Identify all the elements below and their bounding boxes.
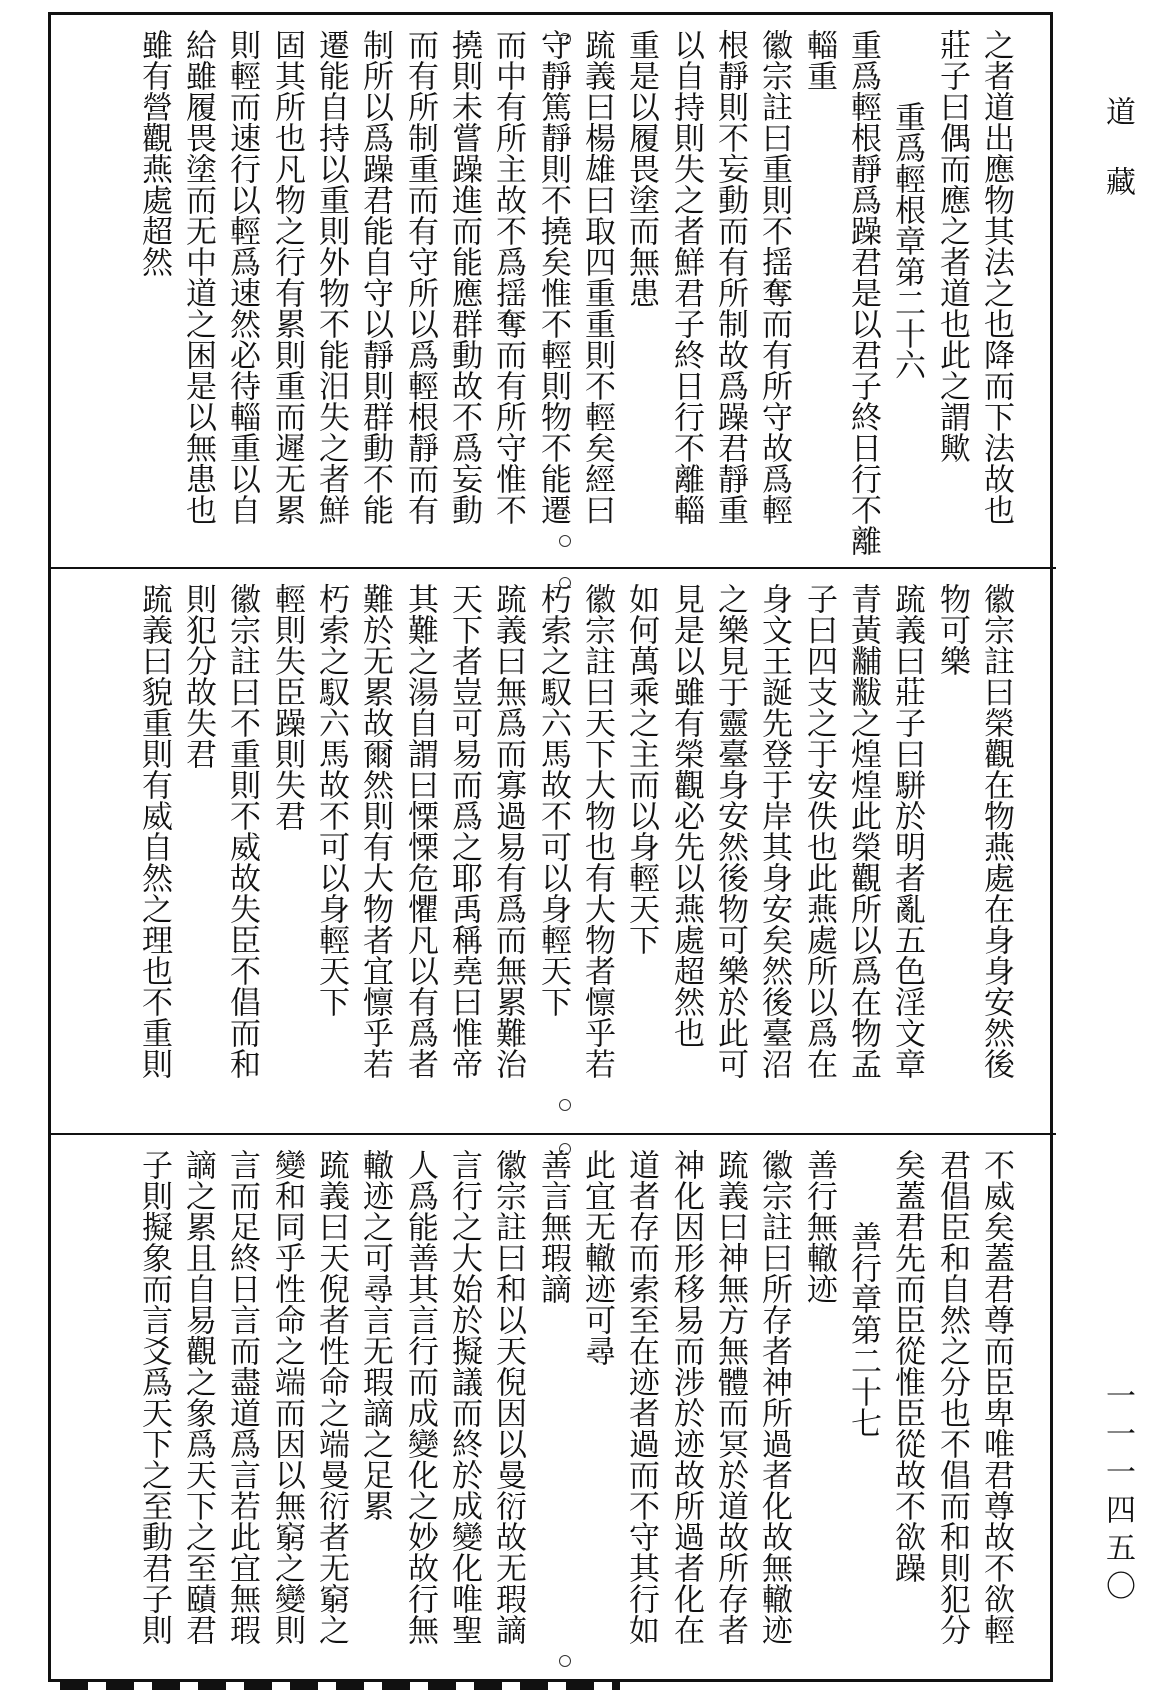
scripture-text: 輜重 [801, 29, 837, 91]
register-bottom [51, 1133, 1056, 1679]
scripture-text: 輕則失臣躁則失君 [269, 583, 305, 831]
scripture-text: 重爲輕根靜爲躁君是以君子終日行不離 [845, 29, 881, 556]
commentary-column: 而中有所主故不爲揺奪而有所守惟不 [490, 29, 526, 525]
commentary-column: 矣蓋君先而臣從惟臣從故不欲躁 [889, 1149, 925, 1583]
commentary-column: 青黃黼黻之煌煌此榮觀所以爲在物孟 [845, 583, 881, 1079]
commentary-column: 䟽義曰莊子曰駢於明者亂五色淫文章 [889, 583, 925, 1079]
commentary-column: 徽宗註曰天下大物也有大物者懔乎若 [579, 583, 615, 1079]
commentary-column: 䟽義曰楊雄曰取四重重則不輕矣經曰 [579, 29, 615, 525]
commentary-column: 謫之累且自易觀之象爲天下之至賾君 [180, 1149, 216, 1645]
punctuation-circle [559, 577, 571, 589]
commentary-column: 朽索之馭六馬故不可以身輕天下 [535, 583, 571, 1017]
chapter-heading: 善行章第二十七 [845, 1221, 881, 1438]
commentary-column: 道者存而索至在迹者過而不守其行如 [623, 1149, 659, 1645]
commentary-column: 身文王誕先登于岸其身安矣然後臺沼 [756, 583, 792, 1079]
scripture-text: 如何萬乘之主而以身輕天下 [623, 583, 659, 955]
commentary-column: 物可樂 [934, 583, 970, 676]
commentary-column: 神化因形移易而涉於迹故所過者化在 [668, 1149, 704, 1645]
side-label-page-number: 一一一四五〇 [1100, 1380, 1135, 1608]
commentary-column: 遷能自持以重則外物不能汨失之者鮮 [313, 29, 349, 525]
commentary-column: 此宜无轍迹可尋 [579, 1149, 615, 1366]
commentary-column: 朽索之馭六馬故不可以身輕天下 [313, 583, 349, 1017]
commentary-column: 給雖履畏塗而无中道之困是以無患也 [180, 29, 216, 525]
commentary-column: 徽宗註曰所存者神所過者化故無轍迹 [756, 1149, 792, 1645]
commentary-column: 以自持則失之者鮮君子終日行不離輜 [668, 29, 704, 525]
commentary-column: 根靜則不妄動而有所制故爲躁君靜重 [712, 29, 748, 525]
scripture-text: 雖有營觀燕處超然 [136, 29, 172, 277]
commentary-column: 䟽義曰無爲而寡過易有爲而無累難治 [490, 583, 526, 1079]
scripture-text: 善行無轍迹 [801, 1149, 837, 1304]
text-column: 之者道出應物其法之也降而下法故也 [978, 29, 1014, 525]
commentary-column: 人爲能善其言行而成變化之妙故行無 [402, 1149, 438, 1645]
punctuation-circle [559, 1143, 571, 1155]
commentary-column: 見是以雖有榮觀必先以燕處超然也 [668, 583, 704, 1048]
commentary-column: 轍迹之可尋言无瑕謫之足累 [357, 1149, 393, 1521]
scripture-text: 善言無瑕謫 [535, 1149, 571, 1304]
punctuation-circle [559, 1099, 571, 1111]
commentary-column: 難於无累故爾然則有大物者宜懔乎若 [357, 583, 393, 1079]
commentary-column: 徽宗註曰榮觀在物燕處在身身安然後 [978, 583, 1014, 1079]
commentary-column: 天下者豈可易而爲之耶禹稱堯曰惟帝 [446, 583, 482, 1079]
register-middle [51, 567, 1056, 1133]
commentary-column: 徽宗註曰和以天倪因以曼衍故无瑕謫 [490, 1149, 526, 1645]
commentary-column: 則輕而速行以輕爲速然必待輜重以自 [224, 29, 260, 525]
commentary-column: 䟽義曰天倪者性命之端曼衍者无窮之 [313, 1149, 349, 1645]
commentary-column: 言行之大始於擬議而終於成變化唯聖 [446, 1149, 482, 1645]
commentary-column: 制所以爲躁君能自守以靜則群動不能 [357, 29, 393, 525]
page-frame [48, 12, 1053, 1682]
commentary-column: 言而足終日言而盡道爲言若此宜無瑕 [224, 1149, 260, 1645]
side-label-canon: 道藏 [1100, 96, 1135, 236]
commentary-column: 撓則未嘗躁進而能應群動故不爲妄動 [446, 29, 482, 525]
bottom-edge-marks [60, 1682, 620, 1690]
punctuation-circle [559, 1655, 571, 1667]
commentary-column: 其難之湯自謂曰慄慄危懼凡以有爲者 [402, 583, 438, 1079]
commentary-column: 君倡臣和自然之分也不倡而和則犯分 [934, 1149, 970, 1645]
commentary-column: 徽宗註曰不重則不威故失臣不倡而和 [224, 583, 260, 1079]
register-top [51, 15, 1056, 567]
punctuation-circle [559, 535, 571, 547]
commentary-column: 䟽義曰貌重則有威自然之理也不重則 [136, 583, 172, 1079]
chapter-heading: 重爲輕根章第二十六 [889, 101, 925, 380]
text-column: 莊子曰偶而應之者道也此之謂歟 [934, 29, 970, 463]
punctuation-circle [559, 33, 571, 45]
commentary-column: 變和同乎性命之端而因以無窮之變則 [269, 1149, 305, 1645]
commentary-column: 子則擬象而言爻爲天下之至動君子則 [136, 1149, 172, 1645]
commentary-column: 子曰四支之于安佚也此燕處所以爲在 [801, 583, 837, 1079]
commentary-column: 重是以履畏塗而無患 [623, 29, 659, 308]
commentary-column: 守靜篤靜則不撓矣惟不輕則物不能遷 [535, 29, 571, 525]
commentary-column: 則犯分故失君 [180, 583, 216, 769]
commentary-column: 而有所制重而有守所以爲輕根靜而有 [402, 29, 438, 525]
commentary-column: 不威矣蓋君尊而臣卑唯君尊故不欲輕 [978, 1149, 1014, 1645]
commentary-column: 䟽義曰神無方無體而冥於道故所存者 [712, 1149, 748, 1645]
commentary-column: 之樂見于靈臺身安然後物可樂於此可 [712, 583, 748, 1079]
commentary-column: 固其所也凡物之行有累則重而遲无累 [269, 29, 305, 525]
commentary-column: 徽宗註曰重則不揺奪而有所守故爲輕 [756, 29, 792, 525]
